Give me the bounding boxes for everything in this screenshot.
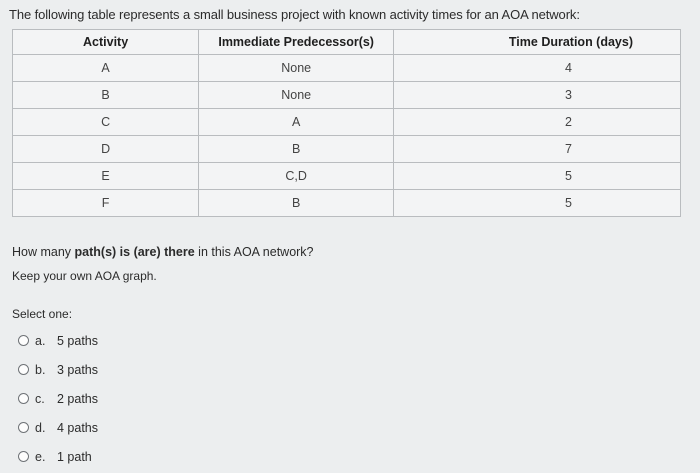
cell-predecessor: C,D	[199, 163, 394, 190]
cell-predecessor: B	[199, 136, 394, 163]
table-header-row	[13, 30, 681, 55]
option-letter: d.	[35, 420, 46, 435]
table-row	[13, 136, 681, 163]
column-header-duration: Time Duration (days)	[394, 30, 681, 55]
radio-button-d[interactable]	[18, 422, 29, 433]
activity-table	[12, 29, 681, 217]
option-label[interactable]: 4 paths	[57, 420, 99, 435]
question-suffix: in this AOA network?	[194, 245, 314, 259]
option-d[interactable]	[18, 413, 98, 442]
question-text	[12, 245, 314, 259]
cell-predecessor: B	[199, 190, 394, 217]
cell-activity: A	[13, 55, 199, 82]
radio-button-c[interactable]	[18, 393, 29, 404]
table-row	[13, 109, 681, 136]
question-bold: path(s) is (are) there	[74, 245, 195, 259]
option-e[interactable]	[18, 442, 98, 471]
column-header-predecessor: Immediate Predecessor(s)	[199, 30, 394, 55]
cell-predecessor: None	[199, 55, 394, 82]
column-header-activity: Activity	[13, 30, 199, 55]
keep-note: Keep your own AOA graph.	[12, 269, 157, 283]
option-letter: c.	[35, 391, 45, 406]
answer-options	[18, 326, 98, 471]
intro-text: The following table represents a small business project with known activity times for an AOA network:	[9, 7, 580, 22]
radio-button-e[interactable]	[18, 451, 29, 462]
option-c[interactable]	[18, 384, 98, 413]
cell-duration: 7	[394, 136, 681, 163]
cell-duration: 3	[394, 82, 681, 109]
cell-activity: D	[13, 136, 199, 163]
table-row	[13, 55, 681, 82]
option-letter: e.	[35, 449, 46, 464]
radio-button-a[interactable]	[18, 335, 29, 346]
cell-activity: F	[13, 190, 199, 217]
table-row	[13, 82, 681, 109]
option-label[interactable]: 3 paths	[57, 362, 99, 377]
cell-duration: 5	[394, 190, 681, 217]
option-b[interactable]	[18, 355, 98, 384]
option-label[interactable]: 2 paths	[57, 391, 99, 406]
option-label[interactable]: 1 path	[57, 449, 92, 464]
cell-activity: B	[13, 82, 199, 109]
cell-activity: C	[13, 109, 199, 136]
cell-predecessor: A	[199, 109, 394, 136]
option-letter: a.	[35, 333, 46, 348]
select-one-label: Select one:	[12, 307, 73, 321]
cell-duration: 5	[394, 163, 681, 190]
option-label[interactable]: 5 paths	[57, 333, 99, 348]
table-row	[13, 163, 681, 190]
cell-duration: 2	[394, 109, 681, 136]
option-a[interactable]	[18, 326, 98, 355]
radio-button-b[interactable]	[18, 364, 29, 375]
cell-duration: 4	[394, 55, 681, 82]
table-row	[13, 190, 681, 217]
option-letter: b.	[35, 362, 46, 377]
cell-predecessor: None	[199, 82, 394, 109]
question-prefix: How many	[12, 245, 75, 259]
cell-activity: E	[13, 163, 199, 190]
